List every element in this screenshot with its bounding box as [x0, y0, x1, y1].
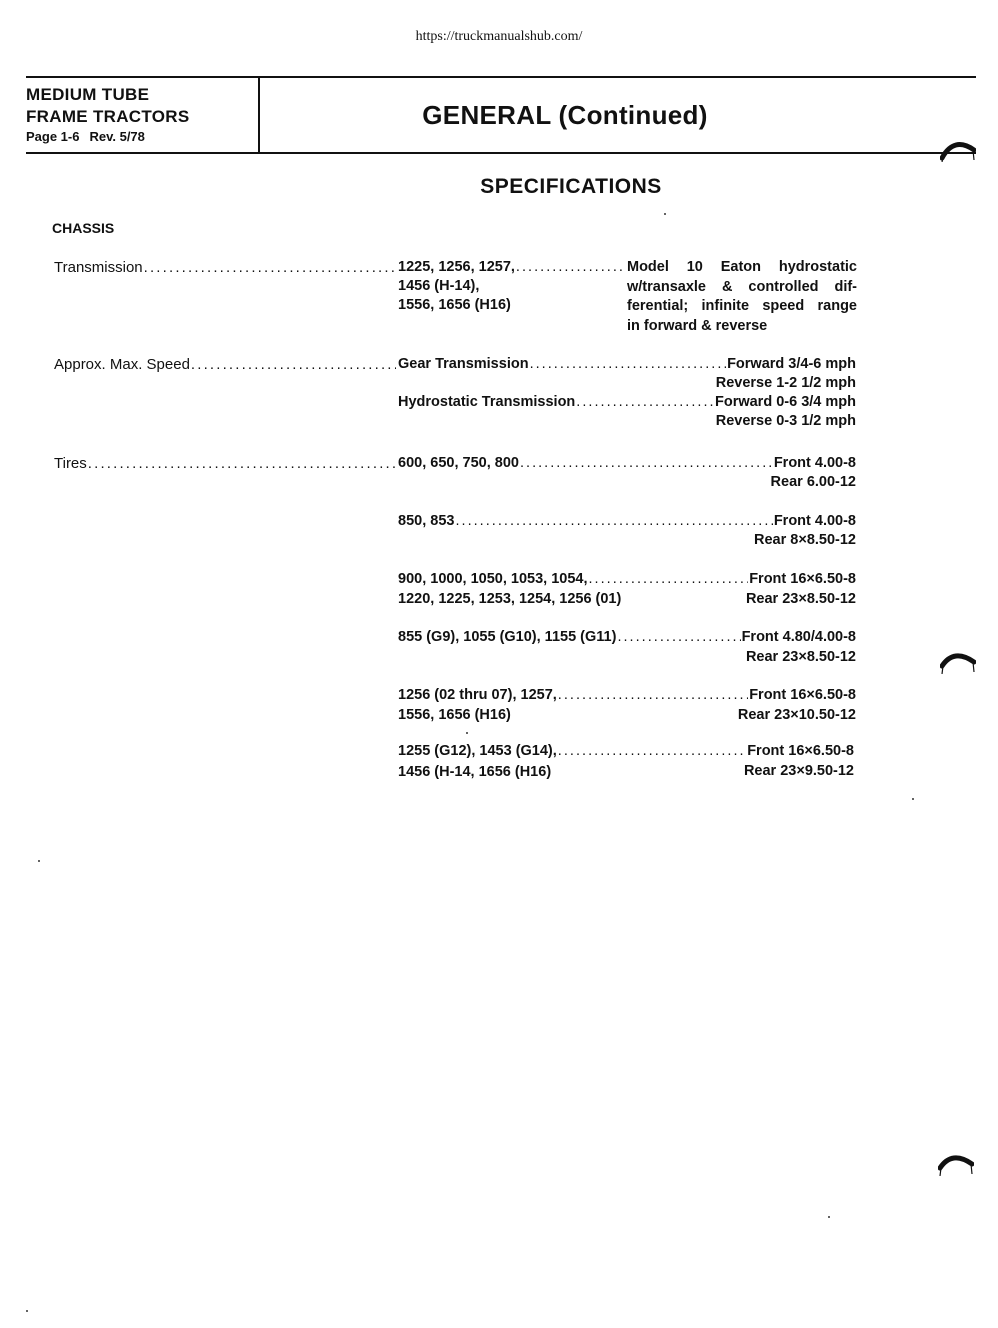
- tires-row: [54, 454, 397, 474]
- transmission-label: Transmission: [54, 259, 143, 276]
- scan-speck: [26, 1310, 28, 1312]
- tire-models-line-2: 1220, 1225, 1253, 1254, 1256 (01): [398, 591, 622, 607]
- tire-models: 900, 1000, 1050, 1053, 1054,: [398, 571, 588, 587]
- dot-leader: [144, 258, 396, 278]
- header-rule-bottom: [26, 152, 976, 154]
- tire-models: 600, 650, 750, 800: [398, 455, 519, 471]
- header-line-1: MEDIUM TUBE: [26, 85, 150, 104]
- speed-row: [54, 355, 397, 375]
- gear-transmission-row: [398, 355, 856, 375]
- tire-front: Front 16×6.50-8: [749, 571, 856, 587]
- tire-rear: Rear 6.00-12: [770, 474, 856, 490]
- dot-leader: [191, 355, 396, 375]
- dot-leader: [530, 355, 727, 375]
- binder-hole-mark-icon: [938, 1152, 974, 1176]
- transmission-model-1: 1225, 1256, 1257,: [398, 259, 515, 275]
- tire-front: Front 16×6.50-8: [749, 687, 856, 703]
- binder-hole-mark-icon: [940, 138, 976, 162]
- tire-rear: Rear 23×9.50-12: [743, 763, 854, 779]
- header-rule-top: [26, 76, 976, 78]
- source-url[interactable]: https://truckmanualshub.com/: [415, 29, 583, 44]
- tire-group-2: [398, 512, 856, 532]
- header-left-block: [26, 84, 190, 146]
- tire-models-line-2: 1556, 1656 (H16): [398, 707, 511, 723]
- tire-front: Front 16×6.50-8: [747, 743, 854, 759]
- tire-rear: Rear 8×8.50-12: [754, 532, 856, 548]
- tire-front: Front 4.00-8: [773, 513, 856, 529]
- tire-rear: Rear 23×8.50-12: [745, 649, 856, 665]
- tire-group-3: [398, 570, 856, 590]
- tire-rear: Rear 23×8.50-12: [745, 591, 856, 607]
- tire-models: 855 (G9), 1055 (G10), 1155 (G11): [398, 629, 617, 645]
- speed-label: Approx. Max. Speed: [54, 356, 190, 373]
- hydro-forward-speed: Forward 0-6 3/4 mph: [714, 394, 856, 410]
- transmission-model-2: 1456 (H-14),: [398, 278, 480, 294]
- dot-leader: [455, 512, 772, 532]
- gear-transmission-label: Gear Transmission: [398, 356, 529, 372]
- transmission-desc-line: Model 10 Eaton hydrostatic: [627, 259, 857, 275]
- scan-speck: [828, 1216, 830, 1218]
- tire-group-5: [398, 686, 856, 706]
- page-title: GENERAL (Continued): [422, 100, 708, 130]
- tire-group-6: [398, 742, 854, 762]
- gear-reverse-speed: Reverse 1-2 1/2 mph: [715, 375, 856, 391]
- transmission-description: [627, 258, 857, 336]
- hydro-reverse-speed: Reverse 0-3 1/2 mph: [715, 413, 856, 429]
- gear-forward-speed: Forward 3/4-6 mph: [727, 356, 856, 372]
- dot-leader: [588, 570, 748, 590]
- dot-leader: [88, 454, 396, 474]
- tires-label: Tires: [54, 455, 87, 472]
- dot-leader: [617, 628, 740, 648]
- header-line-2: FRAME TRACTORS: [26, 107, 190, 126]
- header-page-rev: [26, 128, 190, 146]
- scan-speck: [466, 732, 468, 734]
- dot-leader: [558, 686, 748, 706]
- tire-front: Front 4.00-8: [773, 455, 856, 471]
- hydrostatic-transmission-row: [398, 393, 856, 413]
- binder-hole-mark-icon: [940, 650, 976, 674]
- dot-leader: [516, 258, 626, 278]
- tire-models: 1255 (G12), 1453 (G14),: [398, 743, 557, 759]
- transmission-desc-line: w/transaxle & controlled dif-: [627, 278, 857, 295]
- tire-group-1: [398, 454, 856, 474]
- section-title: SPECIFICATIONS: [480, 175, 662, 198]
- transmission-row: [54, 258, 397, 278]
- tire-front: Front 4.80/4.00-8: [741, 629, 856, 645]
- transmission-desc-line: in forward & reverse: [627, 317, 768, 334]
- scan-speck: [912, 798, 914, 800]
- page-number: Page 1-6: [26, 129, 80, 144]
- tire-models: 1256 (02 thru 07), 1257,: [398, 687, 557, 703]
- tire-models: 850, 853: [398, 513, 455, 529]
- tire-rear: Rear 23×10.50-12: [737, 707, 856, 723]
- scan-speck: [664, 213, 666, 215]
- dot-leader: [520, 454, 773, 474]
- transmission-desc-line: ferential; infinite speed range: [627, 298, 857, 314]
- dot-leader: [558, 742, 746, 762]
- revision: Rev. 5/78: [89, 129, 145, 144]
- dot-leader: [576, 393, 714, 413]
- transmission-models-line-1: [398, 258, 627, 278]
- hydrostatic-transmission-label: Hydrostatic Transmission: [398, 394, 576, 410]
- tire-models-line-2: 1456 (H-14, 1656 (H16): [398, 764, 552, 780]
- subsection-title: CHASSIS: [52, 220, 115, 236]
- scan-speck: [38, 860, 40, 862]
- transmission-model-3: 1556, 1656 (H16): [398, 297, 511, 313]
- tire-group-4: [398, 628, 856, 648]
